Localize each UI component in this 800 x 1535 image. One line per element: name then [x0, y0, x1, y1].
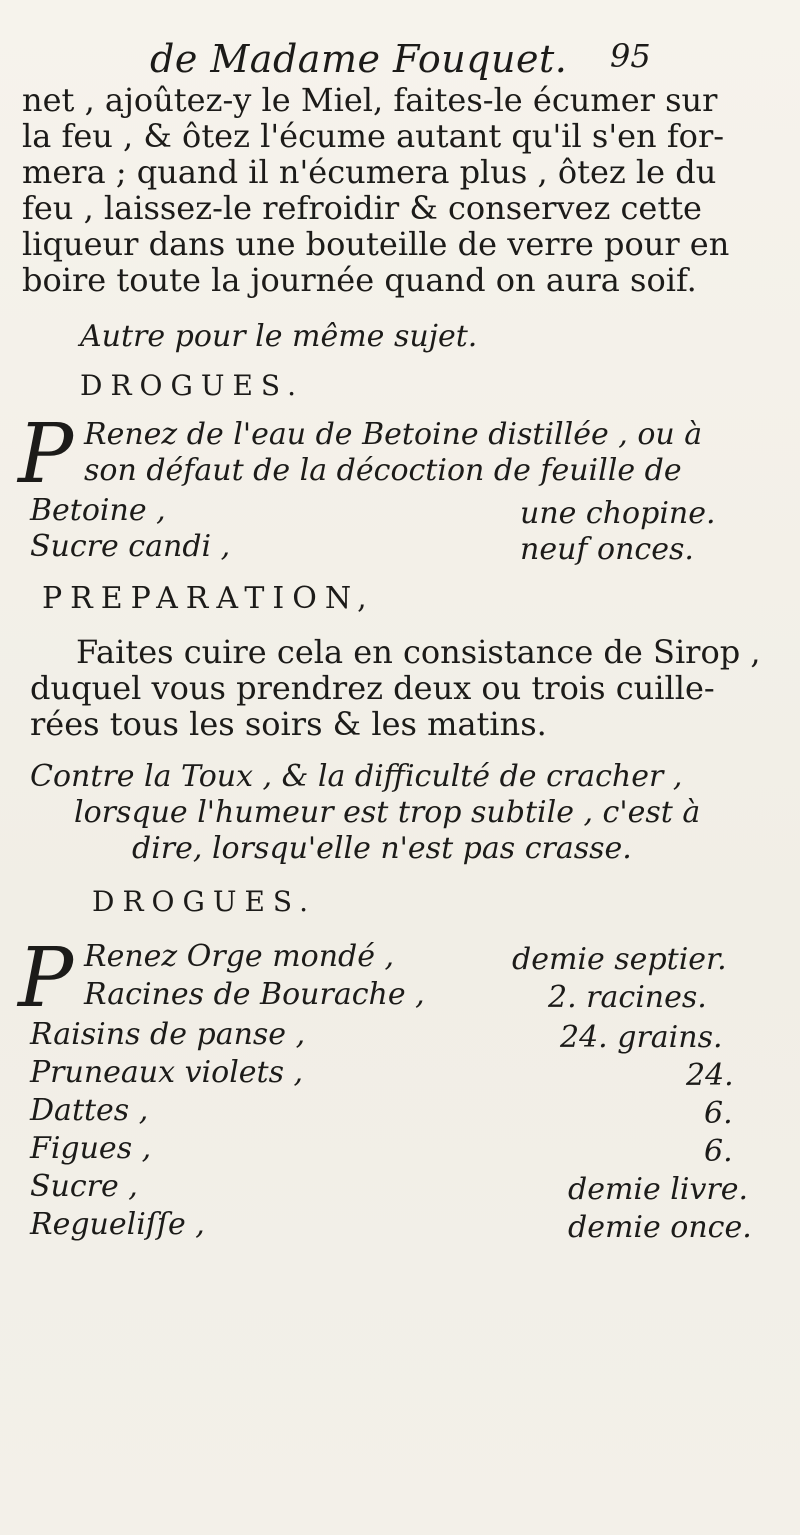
ingredient-quantity: demie once.: [568, 1210, 752, 1245]
intro-line: mera ; quand il n'écumera plus , ôtez le du: [22, 153, 717, 191]
ingredient-name: Betoine ,: [30, 493, 166, 528]
intro-line: feu , laissez-le refroidir & conservez cette: [22, 189, 702, 227]
section-heading-line: dire, lorsqu'elle n'est pas crasse.: [132, 831, 632, 866]
preparation-heading: PREPARATION,: [42, 581, 375, 616]
ingredient-quantity: demie livre.: [568, 1172, 749, 1207]
ingredient-quantity: 24.: [686, 1058, 734, 1093]
ingredient-name: Dattes ,: [30, 1093, 149, 1128]
ingredient-quantity: neuf onces.: [520, 532, 694, 567]
ingredient-name: Regueliſſe ,: [30, 1207, 205, 1242]
ingredient-quantity: demie septier.: [512, 942, 727, 977]
ingredient-quantity: 6.: [704, 1134, 733, 1169]
section-heading-line: Contre la Toux , & la difficulté de cracher ,: [30, 759, 683, 794]
page-number: 95: [610, 37, 651, 75]
ingredient-line: Renez de l'eau de Betoine distillée , ou à: [84, 417, 703, 452]
section-heading: Autre pour le même sujet.: [80, 319, 478, 354]
ingredient-quantity: 24. grains.: [560, 1020, 723, 1055]
ingredient-name: Sucre candi ,: [30, 529, 231, 564]
ingredient-name: Raisins de panse ,: [30, 1017, 306, 1052]
intro-line: la feu , & ôtez l'écume autant qu'il s'en for-: [22, 117, 725, 155]
ingredient-line: son défaut de la décoction de feuille de: [84, 453, 682, 488]
ingredient-quantity: 2. racines.: [548, 980, 707, 1015]
drogues-heading: DROGUES.: [92, 885, 316, 918]
preparation-line: duquel vous prendrez deux ou trois cuille-: [30, 669, 715, 707]
ingredient-name: Renez Orge mondé ,: [84, 939, 395, 974]
intro-line: net , ajoûtez-y le Miel, faites-le écumer sur: [22, 81, 718, 119]
intro-line: liqueur dans une bouteille de verre pour en: [22, 225, 730, 263]
drop-cap: P: [18, 931, 74, 1026]
ingredient-name: Figues ,: [30, 1131, 152, 1166]
running-header: de Madame Fouquet.: [150, 37, 568, 81]
ingredient-name: Pruneaux violets ,: [30, 1055, 304, 1090]
ingredient-name: Racines de Bourache ,: [84, 977, 425, 1012]
ingredient-quantity: une chopine.: [520, 496, 716, 531]
preparation-line: rées tous les soirs & les matins.: [30, 705, 547, 743]
drop-cap: P: [18, 407, 74, 502]
intro-line: boire toute la journée quand on aura soif.: [22, 261, 697, 299]
ingredient-name: Sucre ,: [30, 1169, 138, 1204]
preparation-line: Faites cuire cela en consistance de Sirop ,: [76, 633, 761, 671]
drogues-heading: DROGUES.: [80, 369, 304, 402]
section-heading-line: lorsque l'humeur est trop subtile , c'est à: [74, 795, 701, 830]
ingredient-quantity: 6.: [704, 1096, 733, 1131]
